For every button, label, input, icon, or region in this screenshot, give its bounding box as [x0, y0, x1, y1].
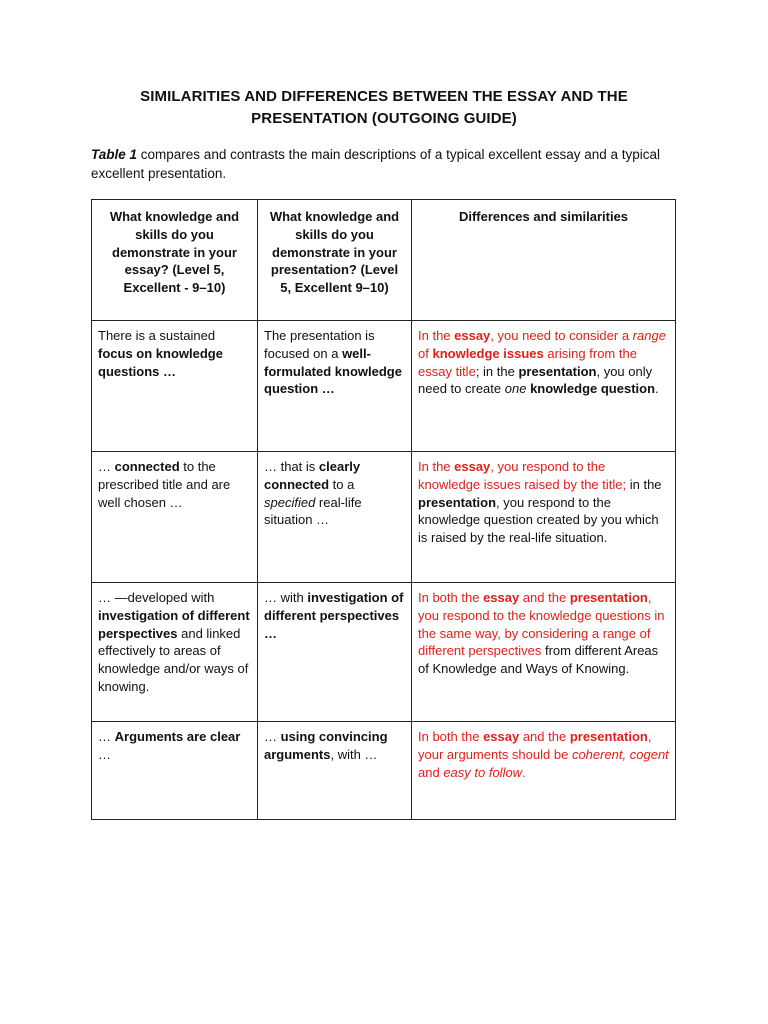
cell-text-segment: real-life situation …	[264, 494, 362, 528]
cell-text-segment: presentation	[569, 590, 648, 605]
cell-text-segment: essay	[454, 459, 491, 474]
cell-presentation	[258, 722, 412, 820]
cell-differences	[412, 452, 676, 583]
intro-text: compares and contrasts the main descriptions of a typical excellent essay and a typical excellent presentation.	[91, 147, 661, 181]
cell-text-segment: …	[264, 729, 281, 744]
cell-essay	[92, 452, 258, 583]
cell-text-segment: focus on knowledge questions	[98, 345, 223, 379]
cell-text-segment: and the	[519, 729, 570, 744]
cell-text-segment: essay	[454, 328, 491, 343]
cell-text-segment: well-formulated knowledge question	[264, 345, 402, 397]
cell-text-segment: …	[264, 625, 277, 641]
cell-text-segment: … with	[264, 590, 308, 605]
cell-presentation	[258, 583, 412, 722]
cell-text-segment: from different Areas of Knowledge and Ways of Knowing.	[418, 643, 659, 677]
cell-text-segment: of	[418, 345, 433, 361]
cell-text-segment: …	[98, 746, 111, 762]
cell-text-segment: knowledge issues	[432, 345, 544, 361]
cell-text-segment: ; in the	[475, 363, 519, 379]
cell-text-segment: one	[504, 381, 527, 397]
cell-text-segment: and linked effectively to areas of knowledge and/or ways of knowing.	[98, 625, 249, 694]
cell-text-segment: … that is	[264, 459, 319, 474]
table-row	[92, 722, 676, 820]
comparison-table	[91, 199, 676, 820]
document-title-line-2: PRESENTATION (OUTGOING GUIDE)	[251, 110, 517, 127]
cell-text-segment: connected	[114, 459, 180, 474]
cell-text-segment: …	[98, 459, 115, 474]
cell-text-segment: There is a sustained	[98, 328, 216, 343]
cell-text-segment: Arguments are clear	[114, 729, 241, 744]
cell-text-segment: …	[98, 729, 115, 744]
header-presentation: What knowledge and skills do you demonstrate in your presentation? (Level 5, Excellent 9–10)	[258, 200, 412, 321]
cell-differences	[412, 583, 676, 722]
cell-presentation	[258, 452, 412, 583]
cell-text-segment: … —developed with	[98, 590, 215, 605]
cell-text-segment: , you respond to the knowledge question created by you which is raised by the real-life situation.	[418, 494, 659, 546]
cell-text-segment: investigation of different perspectives	[98, 607, 250, 641]
cell-text-segment: , you need to consider a	[490, 328, 633, 343]
document-title	[60, 86, 708, 130]
cell-text-segment: to a	[329, 476, 355, 492]
cell-text-segment: In both the	[418, 590, 484, 605]
cell-text-segment: essay	[483, 590, 520, 605]
header-essay: What knowledge and skills do you demonstrate in your essay? (Level 5, Excellent - 9–10)	[92, 200, 258, 321]
cell-text-segment: .	[655, 381, 659, 397]
cell-text-segment: In the	[418, 459, 455, 474]
cell-text-segment: essay	[483, 729, 520, 744]
cell-text-segment: , you respond to the knowledge questions in the same way, by considering a range of different perspectives	[418, 590, 665, 659]
cell-text-segment: investigation of different perspectives	[264, 590, 404, 623]
cell-text-segment: clearly connected	[264, 459, 361, 492]
cell-differences	[412, 722, 676, 820]
cell-text-segment: In the	[418, 328, 455, 343]
cell-text-segment: in the	[626, 476, 662, 492]
cell-text-segment: presentation	[418, 494, 497, 510]
cell-text-segment: presentation	[518, 363, 597, 379]
cell-text-segment: , you respond to the knowledge issues raised by the title;	[418, 459, 627, 492]
intro-paragraph	[91, 145, 681, 183]
cell-essay	[92, 321, 258, 452]
table-row	[92, 321, 676, 452]
cell-text-segment: easy to follow	[443, 764, 523, 780]
document-title-line-1: SIMILARITIES AND DIFFERENCES BETWEEN THE ESSAY AND THE	[140, 88, 628, 105]
cell-text-segment: and	[418, 764, 444, 780]
cell-essay	[92, 722, 258, 820]
cell-text-segment: specified	[264, 494, 316, 510]
cell-text-segment: knowledge question	[530, 381, 656, 397]
cell-text-segment: arising from the essay title	[418, 345, 637, 379]
cell-text-segment: , with …	[330, 746, 378, 762]
table-row	[92, 583, 676, 722]
cell-text-segment: In both the	[418, 729, 484, 744]
cell-text-segment: .	[522, 764, 526, 780]
cell-text-segment: coherent, cogent	[571, 746, 669, 762]
table-row	[92, 452, 676, 583]
cell-text-segment: range	[632, 328, 666, 343]
cell-differences	[412, 321, 676, 452]
cell-text-segment: …	[318, 381, 335, 397]
table-reference: Table 1	[91, 147, 138, 162]
cell-essay	[92, 583, 258, 722]
cell-text-segment: …	[159, 363, 177, 379]
header-differences: Differences and similarities	[412, 200, 676, 321]
cell-text-segment: , your arguments should be	[418, 729, 652, 762]
cell-text-segment: and the	[519, 590, 570, 605]
cell-text-segment: to the prescribed title and are well chosen …	[98, 459, 231, 510]
cell-presentation	[258, 321, 412, 452]
cell-text-segment: , you only need to create	[418, 363, 653, 397]
table-header-row	[92, 200, 676, 321]
cell-text-segment: using convincing arguments	[264, 729, 388, 762]
cell-text-segment: presentation	[569, 729, 648, 744]
cell-text-segment: The presentation is focused on a	[264, 328, 375, 361]
